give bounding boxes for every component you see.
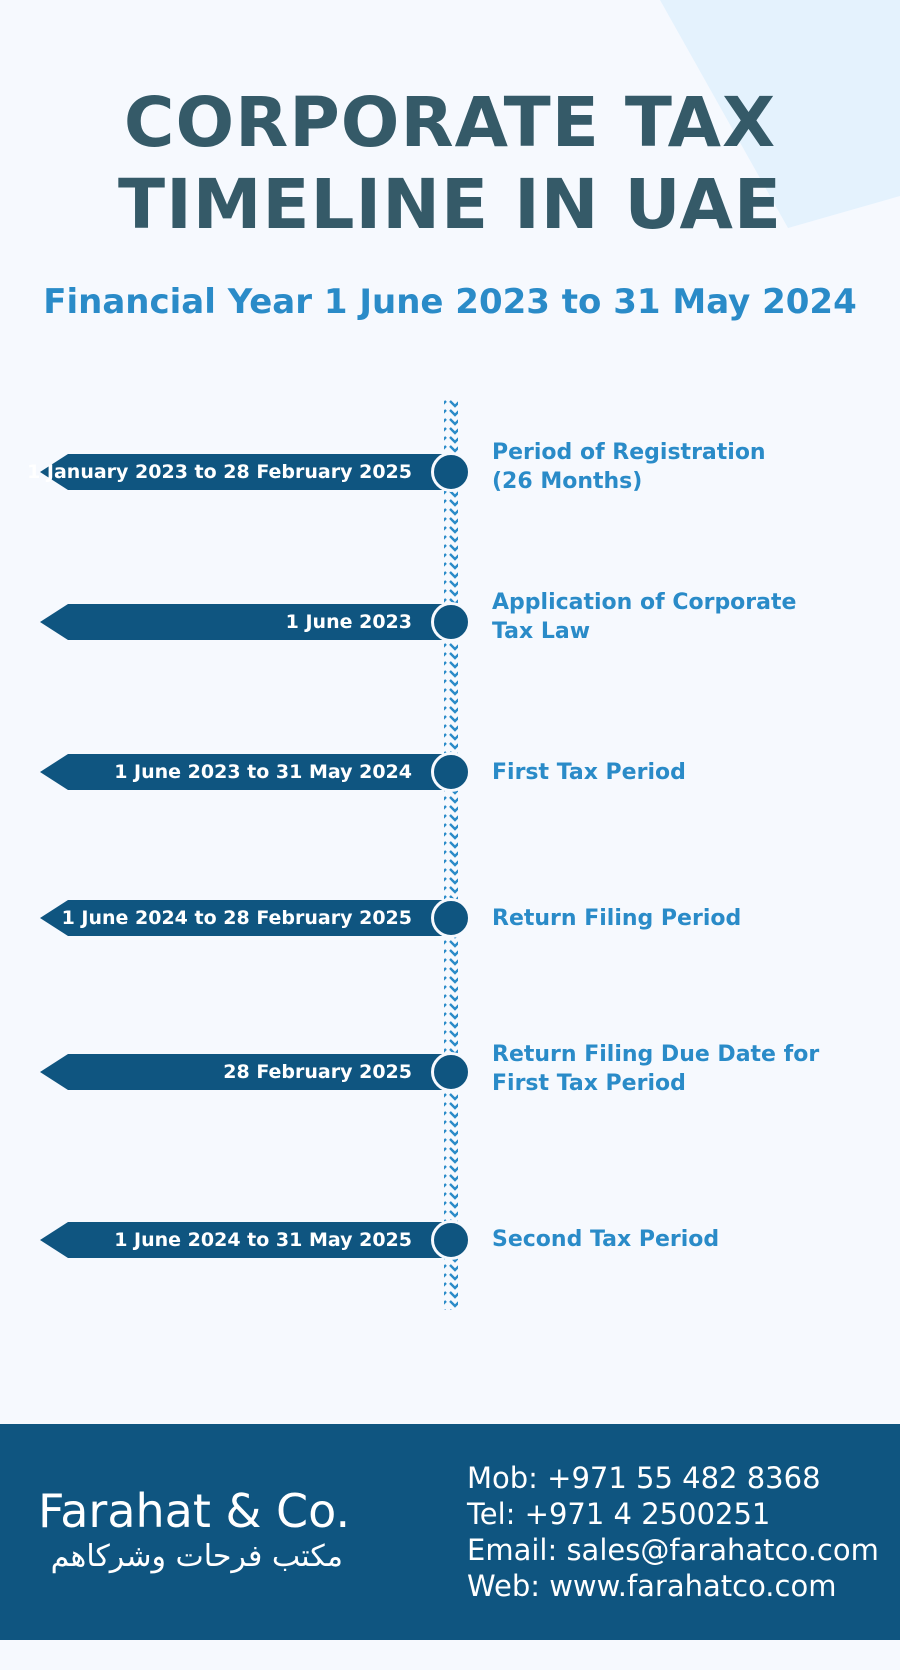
date-banner	[40, 1222, 444, 1258]
timeline-node	[431, 898, 471, 938]
mobile-number[interactable]: Mob: +971 55 482 8368	[467, 1461, 821, 1495]
date-label: 1 January 2023 to 28 February 2025	[27, 461, 412, 483]
timeline-item-first-tax-period	[0, 752, 900, 792]
page-subtitle: Financial Year 1 June 2023 to 31 May 2024	[43, 282, 857, 322]
event-label	[492, 438, 822, 496]
footer	[0, 1424, 900, 1640]
telephone-number[interactable]: Tel: +971 4 2500251	[467, 1497, 771, 1531]
event-label-line: (26 Months)	[492, 469, 643, 494]
date-label: 1 June 2024 to 31 May 2025	[114, 1229, 412, 1251]
event-label	[492, 1040, 822, 1098]
event-label-line: First Tax Period	[492, 760, 686, 785]
brand-arabic-name: مكتب فرحات وشركاهم	[50, 1539, 343, 1574]
date-label: 1 June 2023	[285, 611, 412, 633]
event-label-line: Tax Law	[492, 619, 591, 644]
timeline-item-return-filing-period	[0, 898, 900, 938]
event-label-line: Application of Corporate	[492, 590, 797, 615]
brand-logo-text: Farahat & Co.	[38, 1484, 351, 1538]
timeline-item-second-tax-period	[0, 1220, 900, 1260]
title-line-1: CORPORATE TAX	[123, 83, 777, 163]
event-label-line: Period of Registration	[492, 440, 766, 465]
event-label	[492, 904, 822, 933]
timeline-item-application	[0, 590, 900, 644]
date-banner	[40, 604, 444, 640]
title-line-2: TIMELINE IN UAE	[118, 165, 782, 245]
timeline-item-registration	[0, 440, 900, 494]
date-banner	[40, 1054, 444, 1090]
event-label-line: Return Filing Period	[492, 906, 742, 931]
date-label: 1 June 2024 to 28 February 2025	[61, 907, 412, 929]
contact-info	[467, 1460, 879, 1604]
event-label-line: First Tax Period	[492, 1071, 686, 1096]
event-label-line: Second Tax Period	[492, 1227, 720, 1252]
event-label	[492, 588, 822, 646]
timeline-node	[431, 452, 471, 492]
date-banner	[40, 900, 444, 936]
date-label: 1 June 2023 to 31 May 2024	[114, 761, 412, 783]
event-label	[492, 1225, 822, 1254]
date-label: 28 February 2025	[223, 1061, 412, 1083]
date-banner	[27, 454, 444, 490]
timeline-node	[431, 1052, 471, 1092]
event-label	[492, 758, 822, 787]
website-link[interactable]: Web: www.farahatco.com	[467, 1569, 837, 1603]
timeline-item-due-date	[0, 1042, 900, 1096]
timeline-node	[431, 1220, 471, 1260]
email-link[interactable]: Email: sales@farahatco.com	[467, 1533, 879, 1567]
date-banner	[40, 754, 444, 790]
timeline-node	[431, 752, 471, 792]
timeline-node	[431, 602, 471, 642]
event-label-line: Return Filing Due Date for	[492, 1042, 820, 1067]
